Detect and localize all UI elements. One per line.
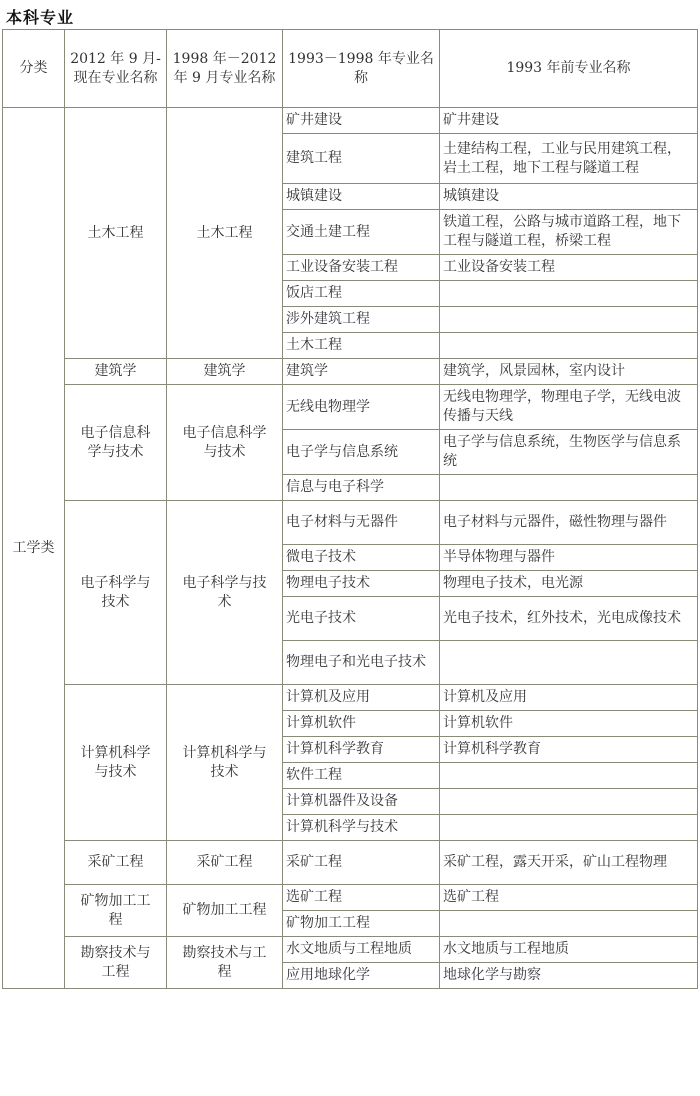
mid-name-cell: 信息与电子科学 <box>283 475 440 501</box>
current-name-cell: 土木工程 <box>65 108 167 359</box>
old-name-cell <box>440 789 698 815</box>
table-body <box>3 108 698 989</box>
header-pre1993-name: 1993 年前专业名称 <box>440 30 698 108</box>
prev-name-cell: 矿物加工工程 <box>167 885 283 937</box>
old-name-cell <box>440 815 698 841</box>
old-name-cell: 水文地质与工程地质 <box>440 937 698 963</box>
table-row <box>3 385 698 430</box>
mid-name-cell: 饭店工程 <box>283 281 440 307</box>
old-name-cell: 半导体物理与器件 <box>440 545 698 571</box>
old-name-cell: 光电子技术，红外技术，光电成像技术 <box>440 597 698 641</box>
prev-name-cell: 计算机科学与技术 <box>167 685 283 841</box>
mid-name-cell: 矿物加工工程 <box>283 911 440 937</box>
prev-name-cell: 建筑学 <box>167 359 283 385</box>
prev-name-cell: 土木工程 <box>167 108 283 359</box>
table-row <box>3 359 698 385</box>
mid-name-cell: 计算机软件 <box>283 711 440 737</box>
mid-name-cell: 计算机科学与技术 <box>283 815 440 841</box>
mid-name-cell: 选矿工程 <box>283 885 440 911</box>
prev-name-cell: 电子信息科学与技术 <box>167 385 283 501</box>
prev-name-cell: 勘察技术与工程 <box>167 937 283 989</box>
mid-name-cell: 交通土建工程 <box>283 210 440 255</box>
mid-name-cell: 土木工程 <box>283 333 440 359</box>
old-name-cell: 地球化学与勘察 <box>440 963 698 989</box>
mid-name-cell: 采矿工程 <box>283 841 440 885</box>
header-1998-name: 1998 年－2012 年 9 月专业名称 <box>167 30 283 108</box>
current-name-cell: 电子科学与技术 <box>65 501 167 685</box>
old-name-cell: 土建结构工程，工业与民用建筑工程，岩土工程，地下工程与隧道工程 <box>440 134 698 184</box>
table-row <box>3 685 698 711</box>
mid-name-cell: 水文地质与工程地质 <box>283 937 440 963</box>
header-row <box>3 30 698 108</box>
mid-name-cell: 电子材料与无器件 <box>283 501 440 545</box>
old-name-cell: 物理电子技术，电光源 <box>440 571 698 597</box>
mid-name-cell: 物理电子和光电子技术 <box>283 641 440 685</box>
mid-name-cell: 城镇建设 <box>283 184 440 210</box>
old-name-cell: 矿井建设 <box>440 108 698 134</box>
mid-name-cell: 光电子技术 <box>283 597 440 641</box>
mid-name-cell: 微电子技术 <box>283 545 440 571</box>
old-name-cell: 建筑学，风景园林，室内设计 <box>440 359 698 385</box>
header-category: 分类 <box>3 30 65 108</box>
current-name-cell: 勘察技术与工程 <box>65 937 167 989</box>
table-row <box>3 501 698 545</box>
header-current-name: 2012 年 9 月-现在专业名称 <box>65 30 167 108</box>
mid-name-cell: 计算机科学教育 <box>283 737 440 763</box>
old-name-cell <box>440 475 698 501</box>
old-name-cell: 计算机及应用 <box>440 685 698 711</box>
current-name-cell: 矿物加工工程 <box>65 885 167 937</box>
table-row <box>3 937 698 963</box>
mid-name-cell: 计算机及应用 <box>283 685 440 711</box>
old-name-cell <box>440 763 698 789</box>
old-name-cell: 采矿工程，露天开采，矿山工程物理 <box>440 841 698 885</box>
mid-name-cell: 无线电物理学 <box>283 385 440 430</box>
header-1993-name: 1993－1998 年专业名称 <box>283 30 440 108</box>
mid-name-cell: 涉外建筑工程 <box>283 307 440 333</box>
mid-name-cell: 矿井建设 <box>283 108 440 134</box>
old-name-cell: 计算机软件 <box>440 711 698 737</box>
mid-name-cell: 物理电子技术 <box>283 571 440 597</box>
current-name-cell: 建筑学 <box>65 359 167 385</box>
category-cell: 工学类 <box>3 108 65 989</box>
old-name-cell: 铁道工程，公路与城市道路工程，地下工程与隧道工程，桥梁工程 <box>440 210 698 255</box>
prev-name-cell: 采矿工程 <box>167 841 283 885</box>
current-name-cell: 采矿工程 <box>65 841 167 885</box>
old-name-cell <box>440 333 698 359</box>
mid-name-cell: 软件工程 <box>283 763 440 789</box>
mid-name-cell: 工业设备安装工程 <box>283 255 440 281</box>
old-name-cell: 选矿工程 <box>440 885 698 911</box>
page-title: 本科专业 <box>6 8 75 27</box>
table-row <box>3 841 698 885</box>
table-row <box>3 885 698 911</box>
mid-name-cell: 电子学与信息系统 <box>283 430 440 475</box>
old-name-cell <box>440 911 698 937</box>
mid-name-cell: 计算机器件及设备 <box>283 789 440 815</box>
old-name-cell <box>440 641 698 685</box>
mid-name-cell: 建筑学 <box>283 359 440 385</box>
old-name-cell: 计算机科学教育 <box>440 737 698 763</box>
current-name-cell: 计算机科学与技术 <box>65 685 167 841</box>
old-name-cell: 电子材料与元器件，磁性物理与器件 <box>440 501 698 545</box>
old-name-cell: 无线电物理学，物理电子学，无线电波传播与天线 <box>440 385 698 430</box>
old-name-cell: 电子学与信息系统，生物医学与信息系统 <box>440 430 698 475</box>
major-table <box>2 29 698 989</box>
mid-name-cell: 建筑工程 <box>283 134 440 184</box>
old-name-cell: 工业设备安装工程 <box>440 255 698 281</box>
old-name-cell <box>440 281 698 307</box>
old-name-cell: 城镇建设 <box>440 184 698 210</box>
prev-name-cell: 电子科学与技术 <box>167 501 283 685</box>
old-name-cell <box>440 307 698 333</box>
current-name-cell: 电子信息科学与技术 <box>65 385 167 501</box>
mid-name-cell: 应用地球化学 <box>283 963 440 989</box>
table-row <box>3 108 698 134</box>
